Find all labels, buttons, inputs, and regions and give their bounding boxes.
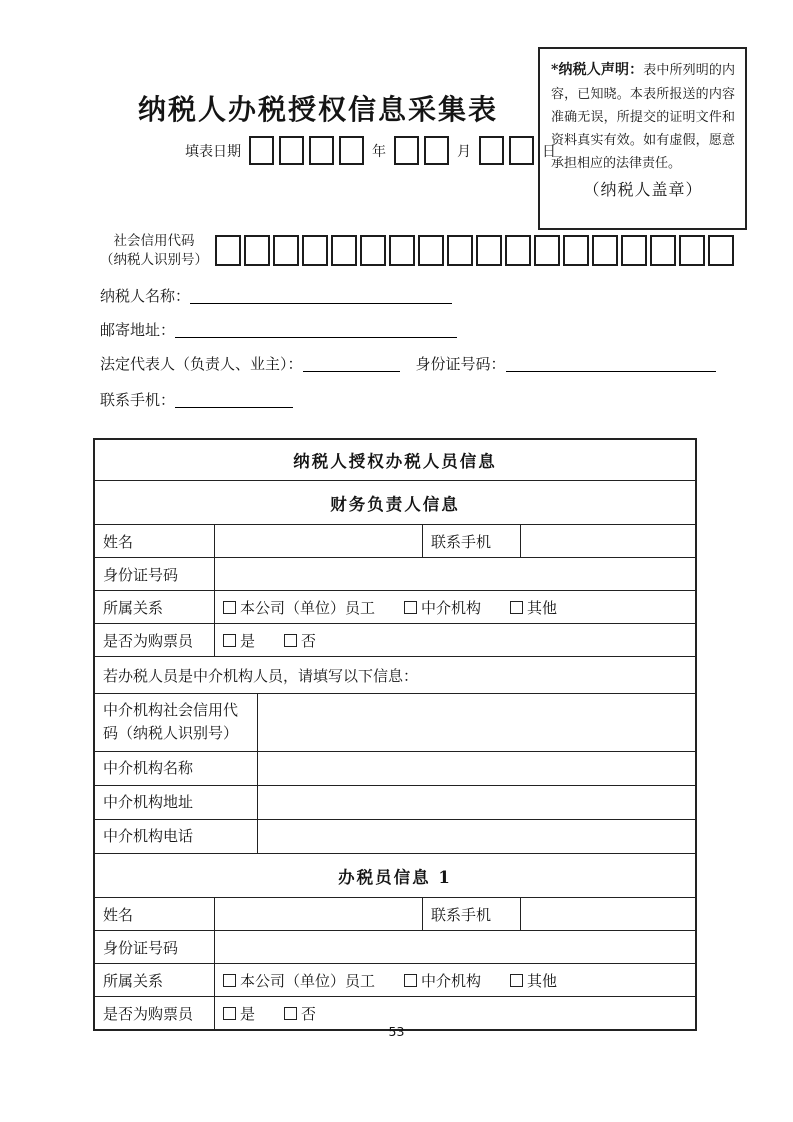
input-box[interactable] (679, 235, 705, 266)
clerk-relation-option-other[interactable]: 其他 (510, 970, 557, 991)
clerk-ticket-option-no[interactable]: 否 (284, 1003, 316, 1024)
fill-date-label: 填表日期 (185, 143, 241, 160)
agency-name-input-cell[interactable] (257, 752, 695, 785)
finance-relation-option-agency[interactable]: 中介机构 (404, 597, 481, 618)
finance-ticket-buyer-options-cell (214, 624, 695, 656)
checkbox-icon[interactable] (510, 601, 523, 614)
mobile-label: 联系手机： (100, 391, 176, 409)
year-label: 年 (372, 143, 386, 160)
fill-date-row (185, 136, 556, 165)
input-box[interactable] (302, 235, 328, 266)
mail-address-row (100, 319, 457, 340)
clerk-relation-label: 所属关系 (103, 971, 164, 990)
authorized-personnel-table (93, 438, 697, 1031)
mail-address-input[interactable] (175, 324, 457, 338)
finance-phone-input-cell[interactable] (520, 525, 695, 557)
declaration-title: *纳税人声明： (551, 62, 644, 78)
id-number-input[interactable] (506, 358, 716, 372)
finance-id-input-cell[interactable] (214, 558, 695, 590)
input-box[interactable] (339, 136, 364, 165)
declaration-text (551, 58, 735, 175)
clerk-ticket-option-yes[interactable]: 是 (223, 1003, 255, 1024)
taxpayer-name-row (100, 285, 452, 306)
finance-relation-label: 所属关系 (103, 598, 164, 617)
page-number: 53 (388, 1024, 405, 1039)
clerk-relation-options-cell (214, 964, 695, 996)
taxpayer-declaration-box (538, 47, 747, 230)
clerk-phone-input-cell[interactable] (520, 898, 695, 930)
table-title: 纳税人授权办税人员信息 (293, 452, 497, 471)
agency-note: 若办税人员是中介机构人员，请填写以下信息： (103, 666, 419, 685)
agency-address-input-cell[interactable] (257, 786, 695, 819)
input-box[interactable] (273, 235, 299, 266)
credit-code-label-line2: （纳税人识别号） (100, 251, 208, 268)
input-box[interactable] (418, 235, 444, 266)
month-label: 月 (457, 143, 471, 160)
year-input-boxes[interactable] (249, 136, 364, 165)
clerk-phone-label: 联系手机 (422, 898, 520, 930)
finance-name-label: 姓名 (103, 532, 134, 551)
clerk-id-input-cell[interactable] (214, 931, 695, 963)
input-box[interactable] (279, 136, 304, 165)
input-box[interactable] (244, 235, 270, 266)
checkbox-icon[interactable] (404, 601, 417, 614)
finance-section-title: 财务负责人信息 (330, 494, 460, 514)
clerk-relation-option-company[interactable]: 本公司（单位）员工 (223, 970, 375, 991)
input-box[interactable] (331, 235, 357, 266)
clerk-name-input-cell[interactable] (214, 898, 422, 930)
legal-representative-input[interactable] (303, 358, 400, 372)
taxpayer-name-input[interactable] (190, 290, 452, 304)
agency-code-label: 中介机构社会信用代码（纳税人识别号） (103, 701, 239, 743)
input-box[interactable] (476, 235, 502, 266)
checkbox-icon[interactable] (223, 1007, 236, 1020)
input-box[interactable] (249, 136, 274, 165)
checkbox-icon[interactable] (223, 634, 236, 647)
input-box[interactable] (534, 235, 560, 266)
finance-ticket-buyer-label: 是否为购票员 (103, 631, 194, 650)
checkbox-icon[interactable] (404, 974, 417, 987)
finance-ticket-option-no[interactable]: 否 (284, 630, 316, 651)
form-title: 纳税人办税授权信息采集表 (137, 93, 498, 126)
finance-relation-option-company[interactable]: 本公司（单位）员工 (223, 597, 375, 618)
finance-ticket-option-yes[interactable]: 是 (223, 630, 255, 651)
mobile-input[interactable] (175, 394, 293, 408)
credit-code-label-line1: 社会信用代码 (113, 233, 195, 249)
agency-phone-label: 中介机构电话 (103, 827, 194, 845)
input-box[interactable] (592, 235, 618, 266)
agency-phone-input-cell[interactable] (257, 820, 695, 853)
input-box[interactable] (563, 235, 589, 266)
input-box[interactable] (360, 235, 386, 266)
legal-representative-label: 法定代表人（负责人、业主）： (100, 355, 303, 373)
mail-address-label: 邮寄地址： (100, 321, 176, 339)
month-input-boxes[interactable] (394, 136, 449, 165)
mobile-row (100, 389, 293, 410)
checkbox-icon[interactable] (223, 601, 236, 614)
id-number-label: 身份证号码： (415, 355, 506, 373)
input-box[interactable] (394, 136, 419, 165)
input-box[interactable] (447, 235, 473, 266)
checkbox-icon[interactable] (284, 634, 297, 647)
clerk-name-label: 姓名 (103, 905, 134, 924)
input-box[interactable] (309, 136, 334, 165)
taxpayer-name-label: 纳税人名称： (100, 287, 191, 305)
clerk-section-title: 办税员信息 1 (338, 867, 452, 887)
agency-code-input-cell[interactable] (257, 694, 695, 751)
finance-phone-label: 联系手机 (422, 525, 520, 557)
taxpayer-stamp-hint: （纳税人盖章） (583, 180, 703, 200)
clerk-id-label: 身份证号码 (103, 938, 179, 957)
clerk-ticket-buyer-label: 是否为购票员 (103, 1004, 194, 1023)
finance-id-label: 身份证号码 (103, 565, 179, 584)
agency-address-label: 中介机构地址 (103, 792, 194, 811)
declaration-body: 表中所列明的内容，已知晓。本表所报送的内容准确无误，所提交的证明文件和资料真实有效。如有虚假，愿意承担相应的法律责任。 (551, 63, 735, 172)
input-box[interactable] (650, 235, 676, 266)
day-input-boxes[interactable] (479, 136, 534, 165)
finance-relation-option-other[interactable]: 其他 (510, 597, 557, 618)
finance-name-input-cell[interactable] (214, 525, 422, 557)
credit-code-label (98, 232, 210, 270)
input-box[interactable] (215, 235, 241, 266)
credit-code-row (98, 232, 734, 270)
checkbox-icon[interactable] (223, 974, 236, 987)
finance-relation-options-cell (214, 591, 695, 623)
checkbox-icon[interactable] (284, 1007, 297, 1020)
input-box[interactable] (389, 235, 415, 266)
input-box[interactable] (621, 235, 647, 266)
input-box[interactable] (708, 235, 734, 266)
day-label: 日 (542, 143, 556, 160)
legal-representative-row (100, 353, 716, 374)
checkbox-icon[interactable] (510, 974, 523, 987)
clerk-relation-option-agency[interactable]: 中介机构 (404, 970, 481, 991)
input-box[interactable] (505, 235, 531, 266)
input-box[interactable] (509, 136, 534, 165)
input-box[interactable] (424, 136, 449, 165)
credit-code-input-boxes[interactable] (215, 235, 734, 266)
input-box[interactable] (479, 136, 504, 165)
agency-name-label: 中介机构名称 (103, 758, 194, 777)
